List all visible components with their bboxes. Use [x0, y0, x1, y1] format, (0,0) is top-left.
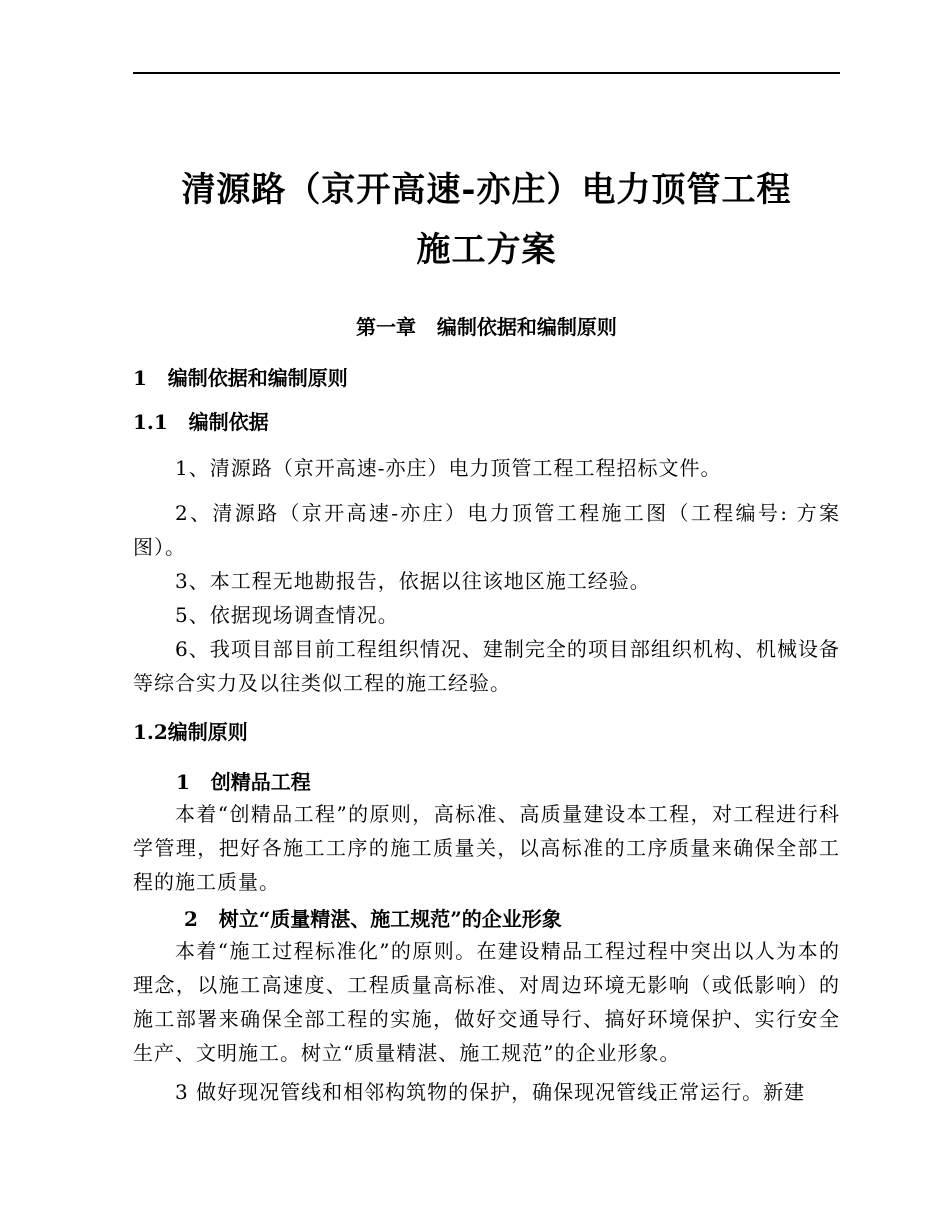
section-heading-1-1: 1.1 编制依据: [133, 410, 269, 434]
document-title-line-1: 清源路（京开高速-亦庄）电力顶管工程: [181, 170, 792, 210]
principle-heading-2: 2 树立“质量精湛、施工规范”的企业形象: [184, 907, 562, 931]
document-title-line-2: 施工方案: [416, 230, 557, 270]
principle-body-3: 3 做好现况管线和相邻构筑物的保护，确保现况管线正常运行。新建: [175, 1080, 806, 1104]
principle-body-1: 本着“创精品工程”的原则，高标准、高质量建设本工程，对工程进行科学管理，把好各施工工序的施工质量关，以高标准的工序质量来确保全部工程的施工质量。: [133, 802, 840, 894]
header-rule: [133, 72, 840, 74]
principle-heading-1: 1 创精品工程: [176, 770, 311, 794]
section-heading-1-2: 1.2编制原则: [133, 720, 248, 744]
basis-item-4: 5、依据现场调查情况。: [175, 603, 399, 627]
basis-item-1: 1、清源路（京开高速-亦庄）电力顶管工程工程招标文件。: [175, 456, 722, 480]
basis-item-3: 3、本工程无地勘报告，依据以往该地区施工经验。: [175, 569, 651, 593]
section-heading-1: 1 编制依据和编制原则: [133, 366, 348, 390]
basis-item-5: 6、我项目部目前工程组织情况、建制完全的项目部组织机构、机械设备等综合实力及以往类似工程的施工经验。: [133, 637, 840, 695]
principle-body-2: 本着“施工过程标准化”的原则。在建设精品工程过程中突出以人为本的理念，以施工高速度、工程质量高标准、对周边环境无影响（或低影响）的施工部署来确保全部工程的实施，做好交通导行、搞好环境保护、实行安全生产、文明施工。树立“质量精湛、施工规范”的企业形象。: [133, 939, 840, 1065]
basis-item-2: 2、清源路（京开高速-亦庄）电力顶管工程施工图（工程编号: 方案图）。: [133, 501, 840, 559]
chapter-heading: 第一章 编制依据和编制原则: [356, 315, 617, 339]
